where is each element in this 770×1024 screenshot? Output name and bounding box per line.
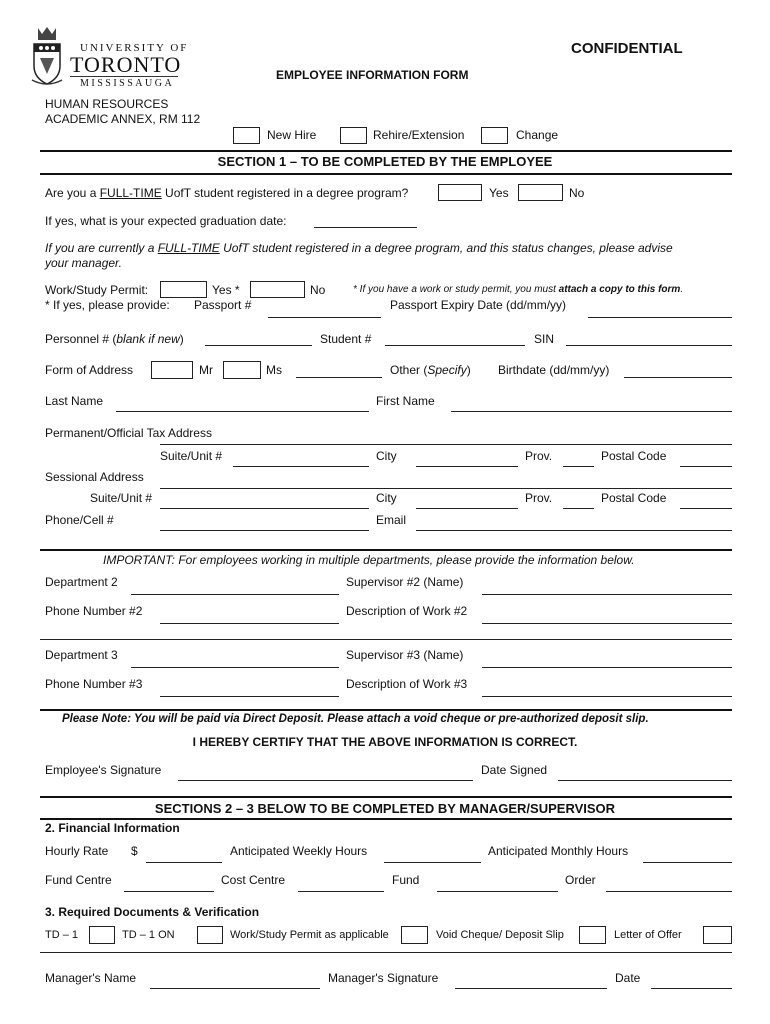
university-crest-icon — [30, 26, 64, 88]
form-of-address-label: Form of Address — [45, 363, 134, 377]
passport-expiry-field[interactable] — [588, 317, 732, 318]
phone2-label: Phone Number #2 — [45, 604, 143, 618]
phone-cell-field[interactable] — [160, 530, 369, 531]
order-label: Order — [565, 873, 596, 887]
sessional-address-field[interactable] — [160, 488, 732, 489]
sin-label: SIN — [534, 332, 555, 346]
fulltime-no-checkbox[interactable] — [518, 184, 563, 201]
dept3-divider — [40, 639, 732, 640]
permit-no-label: No — [310, 283, 326, 297]
letter-offer-label: Letter of Offer — [614, 929, 682, 941]
sessional-address-label: Sessional Address — [45, 470, 144, 484]
last-name-field[interactable] — [116, 411, 369, 412]
prov2-field[interactable] — [563, 508, 594, 509]
weekly-hours-field[interactable] — [384, 862, 481, 863]
permit-yes-checkbox[interactable] — [160, 281, 207, 298]
dept2-label: Department 2 — [45, 575, 118, 589]
cost-centre-field[interactable] — [298, 891, 384, 892]
personnel-label: Personnel # (blank if new) — [45, 332, 184, 346]
passport-expiry-label: Passport Expiry Date (dd/mm/yy) — [390, 298, 567, 312]
required-docs-title: 3. Required Documents & Verification — [45, 905, 260, 919]
form-title: EMPLOYEE INFORMATION FORM — [276, 68, 469, 82]
important-note: IMPORTANT: For employees working in multiple departments, please provide the information below. — [103, 553, 635, 567]
permit-applicable-label: Work/Study Permit as applicable — [230, 929, 389, 941]
status-change-note: If you are currently a FULL-TIME UofT student registered in a degree program, and this status changes, please advise — [45, 241, 673, 255]
permit-no-checkbox[interactable] — [250, 281, 305, 298]
last-name-label: Last Name — [45, 394, 104, 408]
dept-line-2: ACADEMIC ANNEX, RM 112 — [45, 112, 201, 126]
manager-signature-label: Manager's Signature — [328, 971, 439, 985]
fulltime-yes-checkbox[interactable] — [438, 184, 482, 201]
change-label: Change — [516, 128, 559, 142]
date-signed-label: Date Signed — [481, 763, 548, 777]
mr-checkbox[interactable] — [151, 361, 193, 379]
manager-date-field[interactable] — [651, 988, 732, 989]
hourly-rate-field[interactable] — [146, 862, 222, 863]
fund-centre-field[interactable] — [124, 891, 214, 892]
permanent-address-label: Permanent/Official Tax Address — [45, 426, 212, 440]
manager-name-field[interactable] — [150, 988, 320, 989]
birthdate-field[interactable] — [624, 377, 732, 378]
certify-statement: I HEREBY CERTIFY THAT THE ABOVE INFORMATION IS CORRECT. — [192, 735, 578, 749]
desc3-field[interactable] — [482, 696, 732, 697]
sup3-label: Supervisor #3 (Name) — [346, 648, 464, 662]
employee-signature-label: Employee's Signature — [45, 763, 162, 777]
td1on-label: TD – 1 ON — [122, 929, 175, 941]
other-address-field[interactable] — [296, 377, 382, 378]
multi-dept-rule — [40, 549, 732, 551]
phone-cell-label: Phone/Cell # — [45, 513, 114, 527]
section1-bottom-rule — [40, 173, 732, 175]
suite1-field[interactable] — [233, 466, 369, 467]
manager-date-label: Date — [615, 971, 641, 985]
student-label: Student # — [320, 332, 372, 346]
manager-divider — [40, 952, 732, 953]
postal1-field[interactable] — [680, 466, 732, 467]
hourly-rate-label: Hourly Rate — [45, 844, 109, 858]
suite2-field[interactable] — [160, 508, 369, 509]
fulltime-no-label: No — [569, 186, 585, 200]
city1-label: City — [376, 449, 397, 463]
passport-label: Passport # — [194, 298, 252, 312]
first-name-field[interactable] — [451, 411, 732, 412]
ms-checkbox[interactable] — [223, 361, 261, 379]
fund-field[interactable] — [437, 891, 558, 892]
section1-top-rule — [40, 150, 732, 152]
rehire-checkbox[interactable] — [340, 127, 367, 144]
order-field[interactable] — [606, 891, 732, 892]
new-hire-label: New Hire — [267, 128, 317, 142]
section23-bottom-rule — [40, 818, 732, 820]
birthdate-label: Birthdate (dd/mm/yy) — [498, 363, 610, 377]
logo-line-toronto: TORONTO — [70, 52, 182, 77]
dept3-label: Department 3 — [45, 648, 118, 662]
phone2-field[interactable] — [160, 623, 339, 624]
date-signed-field[interactable] — [558, 780, 732, 781]
desc2-label: Description of Work #2 — [346, 604, 468, 618]
student-field[interactable] — [385, 345, 525, 346]
ms-label: Ms — [266, 363, 282, 377]
permit-label: Work/Study Permit: — [45, 283, 149, 297]
monthly-hours-field[interactable] — [643, 862, 732, 863]
mr-label: Mr — [199, 363, 213, 377]
phone3-field[interactable] — [160, 696, 339, 697]
employee-signature-field[interactable] — [178, 780, 473, 781]
permit-note: * If you have a work or study permit, you must attach a copy to this form. — [353, 284, 684, 295]
manager-name-label: Manager's Name — [45, 971, 136, 985]
td1on-checkbox[interactable] — [197, 926, 223, 944]
cost-centre-label: Cost Centre — [221, 873, 286, 887]
dept-line-1: HUMAN RESOURCES — [45, 97, 169, 111]
void-cheque-label: Void Cheque/ Deposit Slip — [436, 929, 564, 941]
dept2-field[interactable] — [131, 594, 339, 595]
prov1-field[interactable] — [563, 466, 594, 467]
financial-info-title: 2. Financial Information — [45, 821, 180, 835]
passport-field[interactable] — [268, 317, 381, 318]
city2-label: City — [376, 491, 397, 505]
status-change-note-line2: your manager. — [45, 256, 122, 270]
confidential-label: CONFIDENTIAL — [571, 40, 683, 57]
postal2-label: Postal Code — [601, 491, 667, 505]
logo-line-university-of: UNIVERSITY OF — [80, 42, 189, 54]
logo-line-mississauga: MISSISSAUGA — [80, 78, 175, 89]
monthly-hours-label: Anticipated Monthly Hours — [488, 844, 629, 858]
fulltime-yes-label: Yes — [489, 186, 509, 200]
sup2-field[interactable] — [482, 594, 732, 595]
postal1-label: Postal Code — [601, 449, 667, 463]
phone3-label: Phone Number #3 — [45, 677, 143, 691]
void-cheque-checkbox[interactable] — [579, 926, 606, 944]
suite1-label: Suite/Unit # — [160, 449, 223, 463]
td1-checkbox[interactable] — [89, 926, 115, 944]
sup2-label: Supervisor #2 (Name) — [346, 575, 464, 589]
graduation-question: If yes, what is your expected graduation date: — [45, 214, 287, 228]
section1-title: SECTION 1 – TO BE COMPLETED BY THE EMPLOYEE — [217, 154, 553, 169]
permit-applicable-checkbox[interactable] — [401, 926, 428, 944]
weekly-hours-label: Anticipated Weekly Hours — [230, 844, 368, 858]
graduation-date-field[interactable] — [314, 227, 417, 228]
personnel-field[interactable] — [205, 345, 312, 346]
suite2-label: Suite/Unit # — [90, 491, 153, 505]
rehire-label: Rehire/Extension — [373, 128, 465, 142]
first-name-label: First Name — [376, 394, 435, 408]
letter-offer-checkbox[interactable] — [703, 926, 732, 944]
desc2-field[interactable] — [482, 623, 732, 624]
new-hire-checkbox[interactable] — [233, 127, 260, 144]
email-field[interactable] — [416, 530, 732, 531]
city1-field[interactable] — [416, 466, 518, 467]
other-label: Other (Specify) — [390, 363, 471, 377]
section23-title: SECTIONS 2 – 3 BELOW TO BE COMPLETED BY MANAGER/SUPERVISOR — [154, 801, 616, 816]
email-label: Email — [376, 513, 407, 527]
city2-field[interactable] — [416, 508, 518, 509]
direct-deposit-note: Please Note: You will be paid via Direct Deposit. Please attach a void cheque or pre-authorized deposit slip. — [62, 713, 649, 725]
prov1-label: Prov. — [525, 449, 553, 463]
permanent-address-field[interactable] — [160, 444, 732, 445]
td1-label: TD – 1 — [45, 929, 79, 941]
fund-label: Fund — [392, 873, 420, 887]
manager-signature-field[interactable] — [455, 988, 607, 989]
dollar-sign: $ — [131, 844, 138, 858]
sup3-field[interactable] — [482, 667, 732, 668]
dept3-field[interactable] — [131, 667, 339, 668]
certify-rule — [40, 709, 732, 711]
sin-field[interactable] — [566, 345, 732, 346]
fulltime-question: Are you a FULL-TIME UofT student registered in a degree program? — [45, 186, 409, 200]
if-yes-provide-label: * If yes, please provide: — [45, 298, 170, 312]
permit-yes-label: Yes * — [212, 283, 240, 297]
postal2-field[interactable] — [680, 508, 732, 509]
prov2-label: Prov. — [525, 491, 553, 505]
section23-top-rule — [40, 796, 732, 798]
desc3-label: Description of Work #3 — [346, 677, 468, 691]
fund-centre-label: Fund Centre — [45, 873, 112, 887]
logo-divider — [70, 76, 178, 77]
change-checkbox[interactable] — [481, 127, 508, 144]
